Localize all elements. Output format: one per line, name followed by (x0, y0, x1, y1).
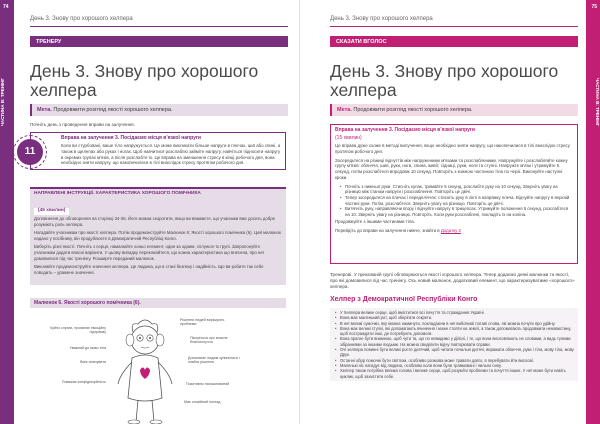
callout-6: Допомагає людям зупинитися і знайти рішення (188, 356, 240, 365)
right-running-head: День 3. Знову про хорошого хелпера (330, 16, 433, 22)
right-exercise-body-2: Зосередьтеся на різниці відчуттів між напруженими м'язами та розслабленими. Напружуйте і розслабляйте кожну групу м'язів: обличчя, шия, руки, ноги, спина, живіт, сідниці, руки, ноги та ступні. Напружте м'язи і утримуйте 5 секунд, потім розслабтеся впродовж 10 секунд. Повторіть з кожною частиною тіла по черзі. Виконуйте наступні кроки. (335, 157, 568, 180)
exercise-closing: Продовжуйте з іншими частинами тіла. (335, 219, 415, 225)
right-goal-label: Мета. (337, 107, 352, 113)
case-bullet-3: • В неї великі сумочки, яку можна наминути, покладаючи в неї вибоїнові потаві слова, які можна почути про удійну. (334, 321, 574, 326)
right-top-rule (330, 26, 578, 27)
left-goal-text: Продовжити розгляд якості хорошого хелпера. (53, 107, 173, 113)
callout-1: Чуйно слухає, проявляє емоційну підтримку (49, 326, 106, 335)
instructions-para-2: Нагадайте учасникам про якості хелпера. Потім продемонструйте Малюнок 6: Якості хорошого помічника (6). Цей малюнок надано у посібнику, він продублюєте в Демократичній Республіці Конго. (34, 230, 281, 241)
instructions-para-4: Виконайте продемонструйте значення хелпера. Це людина, що в стані безпеку і надійність. Що ви робите так себе поводить – уражене значення. (34, 264, 264, 275)
left-top-rule (30, 26, 288, 27)
case-bullet-5: • Вона прагне бути внимною, щоб чути та, що по невидимо у дійсні, і те, що вони висловлюють не словами, а видь тупими зібраннями за іншими людьми. На можна свиділити відчу повторювати справи. (334, 336, 574, 347)
case-bullet-list (330, 308, 578, 381)
right-side-tab-label: ЧАСТИНА В: ТРЕНІНГ (595, 78, 600, 127)
left-exercise-box (30, 132, 286, 170)
case-bullet-6: • Очі хелпера повинні бути великі росте дитячий, щоб читати почальні дитячі, виражати обличчя, руки і тіла, мову тіла, мову Друк. (334, 347, 574, 358)
exercise-link-line (331, 228, 577, 237)
case-bullet-2: • Вона має маленький рот, щоб зберігати секрети. (334, 315, 574, 320)
instructions-title: НАПРАВЛЕНІ ІНСТРУКЦІЇ. ХАРАКТЕРИСТИКА ХОРОШОГО ПОМІЧНИКА (34, 191, 201, 196)
right-page-title: День 3. Знову про хорошого хелпера (330, 61, 559, 100)
callout-3: Піклується про власне благополуччя (190, 336, 228, 345)
left-exercise-title: Вправа на залучення 3. Посідаємо місця в'язкої напруги (61, 135, 202, 141)
left-side-tab (0, 0, 14, 424)
right-exercise-body-1: Це вправа дуже схоже в методі вилучення, якщо необхідно зняти напругу, що накопичилися в тілі внаслідок стресу протягом робочого дня. (335, 143, 570, 154)
left-running-head: День 3. Знову про хорошого хелпера (30, 16, 133, 22)
case-bullet-7: • Останні обрр помочні бути світлом, особливо розмова може травати довго, в перебувати йти вислові. (334, 358, 574, 363)
case-bullet-4: • Вона має великі стулкі, які допомагають вчинення і може стояти на землі, а також допомагають продовжити ненавистину, щоб постраждати інші, де потребують допомоги. (334, 326, 574, 337)
instructions-duration: (45 хвилин) (34, 208, 69, 215)
callout-2: Рішення людей вирішують проблеми (180, 318, 225, 327)
callout-5: Вміє співчувати (80, 360, 106, 364)
trainer-note: Тренерові. У прихованій групі обговорюються якості хорошого хелпера. Тепер додаємо деякі малюнки та якості, про які домовилися під час тренінгу. Ось новий малюнок, додатковий елемент, що характеризуватиме «хорошого» хелпера. (330, 272, 575, 289)
left-page-number: 74 (3, 4, 9, 10)
right-goal-bar (330, 104, 578, 116)
case-bullet-8: • Маленькі ніс нагадує від людина, особливо коли вони були травмовані і пильно сину. (334, 363, 574, 368)
instructions-para-3: Виберіть різні якості. Почніть з серця, намалюйте хоньо елемент, один за одним, сплуньте їх групі. Запропонуйте учасникам додати власні варіанти. У цьому випадку переконайтеся, що кожна характеристика що внесена, про неї домовилися під час тренінгу. Розширте переданий малюнок. (34, 244, 264, 261)
callout-9: Має спокійний погляд (184, 400, 221, 404)
step-1: • Почніть з нижньої руки. Стисніть кулак, тримайте 5 секунд, розслабте руку на 10 секунд. Зверніть увагу на різницю між станом напруги і розслаблення. Повторіть це двічі. (339, 184, 573, 195)
right-exercise-duration: (15 хвилин) (335, 135, 362, 141)
instructions-para-1: Доповнення до обговорення на сторінці 34-35. Його можна скоротити, якщо ви вважаєте, що учасники вже досить добре розуміють роль хелпера. (34, 216, 276, 227)
right-side-tab (586, 0, 600, 424)
callout-4: Уважний до мови тіла (69, 346, 106, 350)
left-instructions-box (30, 187, 286, 285)
right-page-number: 75 (591, 4, 597, 10)
appendix-2-link[interactable]: Додатку 2 (440, 228, 461, 234)
right-page (300, 0, 600, 424)
left-goal-bar (30, 104, 288, 116)
exercise-steps-list (331, 184, 577, 220)
case-bullet-9: • Хелпер також потрібна велика голова і велике серце, щоб розуміти проблеми та почуття інших. У неї може бути навіть циклик, щоб захистити себе. (334, 368, 574, 379)
callout-7: Поважає конфіденційність (61, 380, 106, 384)
left-page-title: День 3. Знову про хорошого хелпера (30, 61, 259, 100)
left-exercise-body: Коли ви стурбовані, ваше тіло напружується. Це може викликати більше напруги в плечах, шиї або спині, а також в щелепах або руках і ногах. Щоб навчитися розслаблю займіте напругу, навчіться підносити напругу в окремих групах м'язів, а після розслабте їх. Це вправа на зменшення стресу в кінці робочого дня, вона необхідно зняти напругу, що накопичилася в тілі внаслідок стресу протягом робочого дня. (61, 143, 281, 166)
case-bullet-1: • У Хелпера велике серце, щоб вміститися всі почуття та страждання Україні. (334, 310, 574, 315)
left-intro: Почніть день з проведення вправи на залучення. (30, 122, 135, 127)
left-side-tab-label: ЧАСТИНА В: ТРЕНІНГ (0, 78, 5, 127)
right-exercise-box (330, 124, 578, 264)
left-section-bar: ТРЕНЕРУ (30, 36, 288, 47)
link-line-prefix: Перейдіть до вправи на залучення нижче, знайти в (335, 228, 440, 234)
right-goal-text: Продовжити розгляд якості хорошого хелпера. (353, 107, 473, 113)
step-2: • Тепер зосередьтеся на плечах і передпліччях: стисніть руку в лікті в напрямку плеча. Відчуйте напругу в верхній частині руки. Потім, розслабтеся. Зверніть увагу на різницю. Повторіть це двічі. (339, 195, 573, 206)
helper-figure-illustration (110, 318, 180, 424)
figure-caption: Малюнок 6. Якості хорошого помічника (6). (30, 298, 286, 308)
step-3: • Витягніть руку, направляючи вгору і відчуйте напругу в трицепсах. Утримуйте положення 5 секунд, розслабтеся на 10. Зверніть увагу на різницю. Повторіть. Коли руки розслаблені, покладіть їх на коліна. (339, 206, 573, 217)
case-heading: Хелпер з Демократичної Республіки Конго (330, 296, 478, 303)
exercise-badge: 11 (17, 139, 43, 165)
callout-8: Позитивно налаштований (186, 382, 230, 386)
left-goal-label: Мета. (37, 107, 52, 113)
right-section-bar: СКАЗАТИ ВГОЛОС (330, 36, 578, 47)
right-exercise-title: Вправа на залучення 3. Посідаємо місця в'язкої напруги (335, 127, 476, 133)
